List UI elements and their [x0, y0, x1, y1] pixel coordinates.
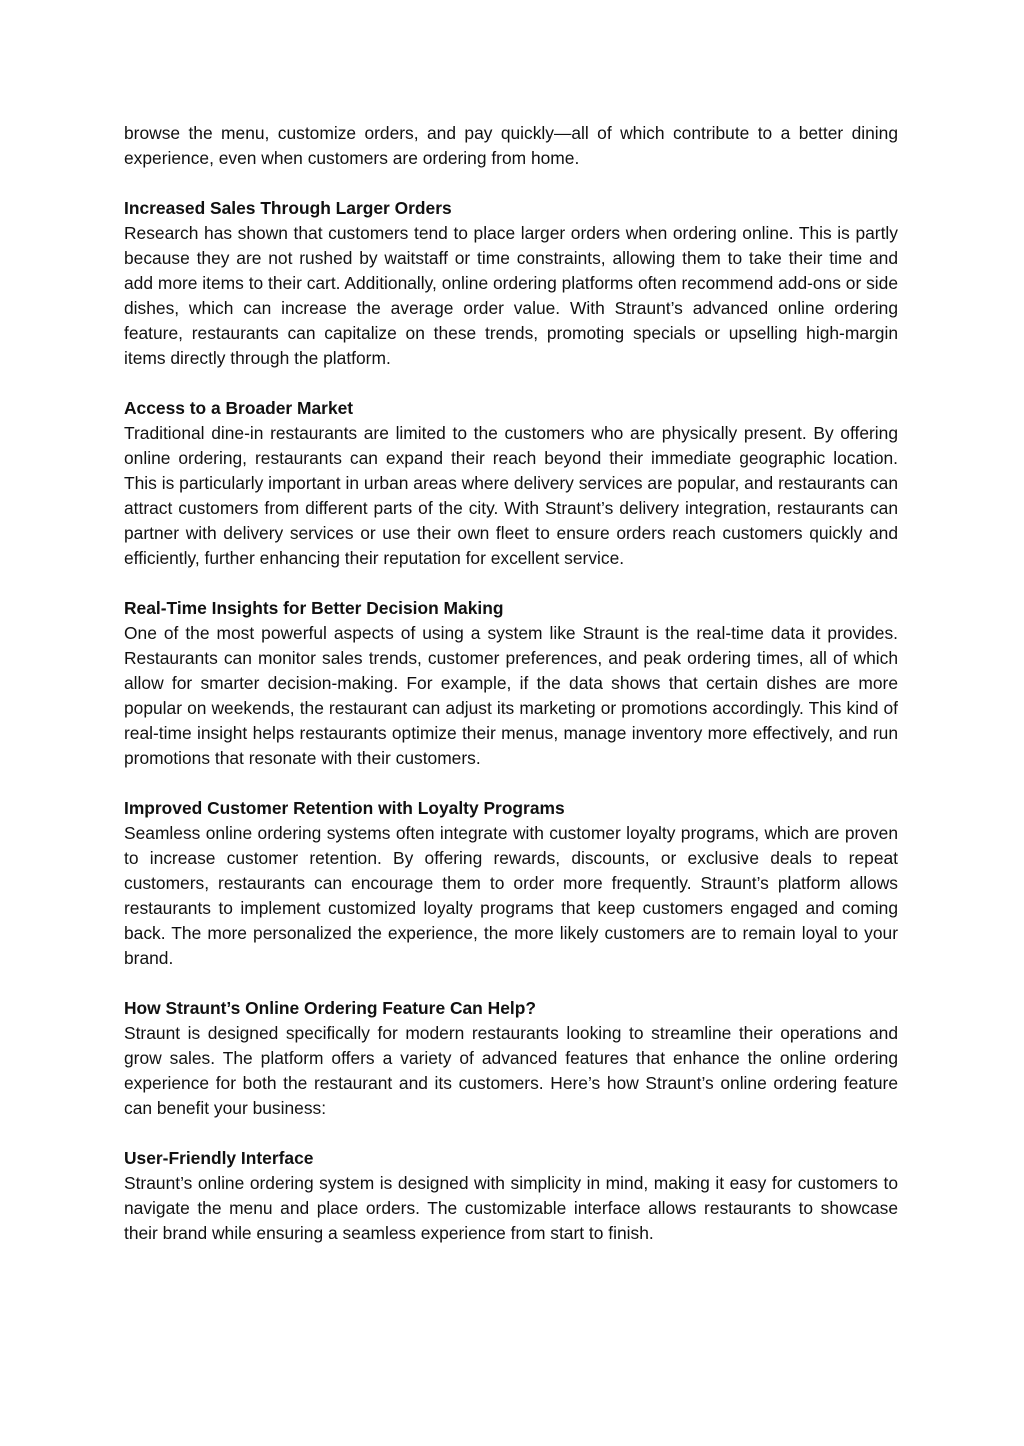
intro-paragraph: browse the menu, customize orders, and pay quickly—all of which contribute to a better dining experience, even when customers are ordering from home.: [124, 123, 898, 168]
section-broader-market: [124, 396, 898, 571]
section-larger-orders: [124, 196, 898, 371]
section-heading: Improved Customer Retention with Loyalty Programs: [124, 798, 565, 818]
section-body: Seamless online ordering systems often integrate with customer loyalty programs, which are proven to increase customer retention. By offering rewards, discounts, or exclusive deals to repeat customers, restaurants can encourage them to order more frequently. Straunt’s platform allows restaurants to implement customized loyalty programs that keep customers engaged and coming back. The more personalized the experience, the more likely customers are to remain loyal to your brand.: [124, 823, 898, 968]
section-real-time-insights: [124, 596, 898, 771]
section-heading: How Straunt’s Online Ordering Feature Can Help?: [124, 998, 536, 1018]
section-body: Straunt’s online ordering system is designed with simplicity in mind, making it easy for customers to navigate the menu and place orders. The customizable interface allows restaurants to showcase their brand while ensuring a seamless experience from start to finish.: [124, 1173, 898, 1243]
section-how-straunt-helps: [124, 996, 898, 1121]
document-page: [124, 121, 898, 1246]
section-body: Traditional dine-in restaurants are limited to the customers who are physically present. By offering online ordering, restaurants can expand their reach beyond their immediate geographic location. This is particularly important in urban areas where delivery services are popular, and restaurants can attract customers from different parts of the city. With Straunt’s delivery integration, restaurants can partner with delivery services or use their own fleet to ensure orders reach customers quickly and efficiently, further enhancing their reputation for excellent service.: [124, 423, 898, 568]
section-body: Research has shown that customers tend to place larger orders when ordering online. This is partly because they are not rushed by waitstaff or time constraints, allowing them to take their time and add more items to their cart. Additionally, online ordering platforms often recommend add-ons or side dishes, which can increase the average order value. With Straunt’s advanced online ordering feature, restaurants can capitalize on these trends, promoting specials or upselling high-margin items directly through the platform.: [124, 223, 898, 368]
section-heading: Access to a Broader Market: [124, 398, 354, 418]
section-heading: Real-Time Insights for Better Decision Making: [124, 598, 504, 618]
section-user-friendly-interface: [124, 1146, 898, 1246]
section-body: Straunt is designed specifically for modern restaurants looking to streamline their operations and grow sales. The platform offers a variety of advanced features that enhance the online ordering experience for both the restaurant and its customers. Here’s how Straunt’s online ordering feature can benefit your business:: [124, 1023, 898, 1118]
section-loyalty-programs: [124, 796, 898, 971]
section-heading: User-Friendly Interface: [124, 1148, 314, 1168]
section-body: One of the most powerful aspects of using a system like Straunt is the real-time data it provides. Restaurants can monitor sales trends, customer preferences, and peak ordering times, all of which allow for smarter decision-making. For example, if the data shows that certain dishes are more popular on weekends, the restaurant can adjust its marketing or promotions accordingly. This kind of real-time insight helps restaurants optimize their menus, manage inventory more effectively, and run promotions that resonate with their customers.: [124, 623, 898, 768]
section-heading: Increased Sales Through Larger Orders: [124, 198, 452, 218]
